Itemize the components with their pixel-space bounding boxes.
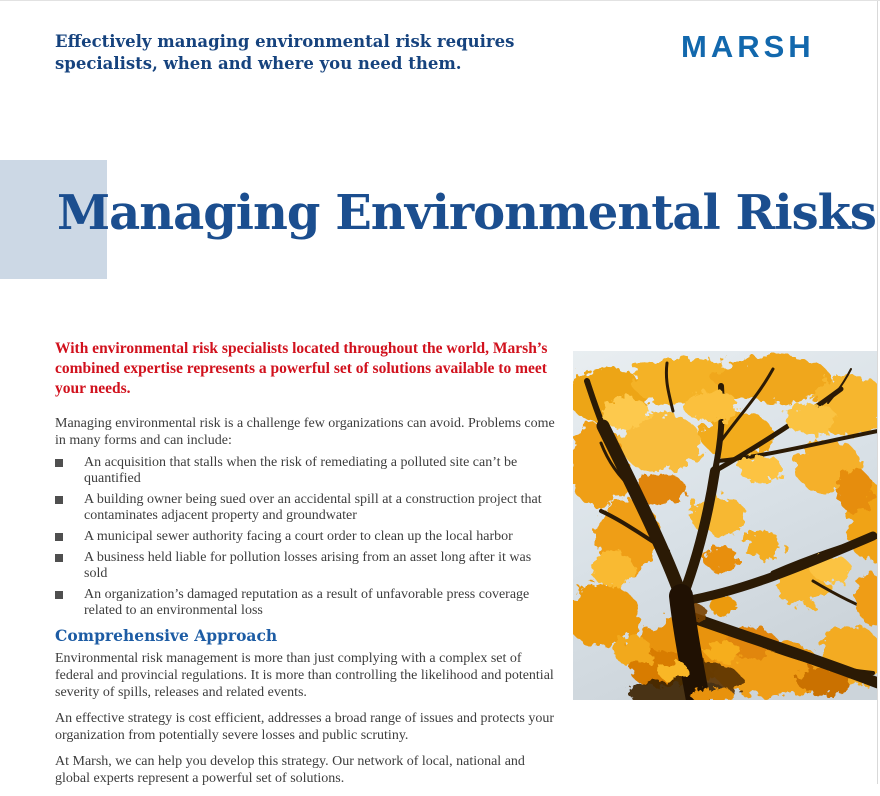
list-item xyxy=(55,529,555,545)
intro-paragraph: Managing environmental risk is a challenge few organizations can avoid. Problems come in many forms and can include: xyxy=(55,416,555,448)
header-tagline: Effectively managing environmental risk requires specialists, when and where you need them. xyxy=(55,32,515,73)
list-item xyxy=(55,455,555,487)
body-paragraph-1: Environmental risk management is more than just complying with a complex set of federal and provincial regulations. It is more than controlling the likelihood and potential severity of spills, releases and related events. xyxy=(55,651,554,700)
bullet-text: A municipal sewer authority facing a court order to clean up the local harbor xyxy=(84,529,513,544)
bullet-text: A building owner being sued over an accidental spill at a construction project that contaminates adjacent property and groundwater xyxy=(84,492,542,523)
bullet-square-icon xyxy=(55,459,63,467)
body-paragraph-3: At Marsh, we can help you develop this strategy. Our network of local, national and global experts represent a powerful set of solutions. xyxy=(55,754,525,786)
list-item xyxy=(55,492,555,524)
bullet-square-icon xyxy=(55,554,63,562)
bullet-square-icon xyxy=(55,496,63,504)
list-item xyxy=(55,550,555,582)
bullet-square-icon xyxy=(55,533,63,541)
page-edge-line xyxy=(877,1,878,784)
lead-paragraph: With environmental risk specialists located throughout the world, Marsh’s combined expertise represents a powerful set of solutions available to meet your needs. xyxy=(55,340,548,397)
body-paragraph-2: An effective strategy is cost efficient, addresses a broad range of issues and protects your organization from potentially severe losses and public scrutiny. xyxy=(55,711,555,743)
bullet-text: An acquisition that stalls when the risk of remediating a polluted site can’t be quantified xyxy=(84,455,518,486)
document-page xyxy=(0,1,880,786)
bullet-text: An organization’s damaged reputation as a result of unfavorable press coverage related to an environmental loss xyxy=(84,587,530,618)
bullet-square-icon xyxy=(55,591,63,599)
bullet-text: A business held liable for pollution losses arising from an asset long after it was sold xyxy=(84,550,532,581)
list-item xyxy=(55,587,555,619)
article-column xyxy=(55,339,555,796)
marsh-logo: MARSH xyxy=(681,29,815,64)
page-title: Managing Environmental Risks xyxy=(57,185,876,241)
bullet-list xyxy=(55,455,555,619)
autumn-tree-image xyxy=(573,351,878,700)
section-heading: Comprehensive Approach xyxy=(55,626,278,645)
